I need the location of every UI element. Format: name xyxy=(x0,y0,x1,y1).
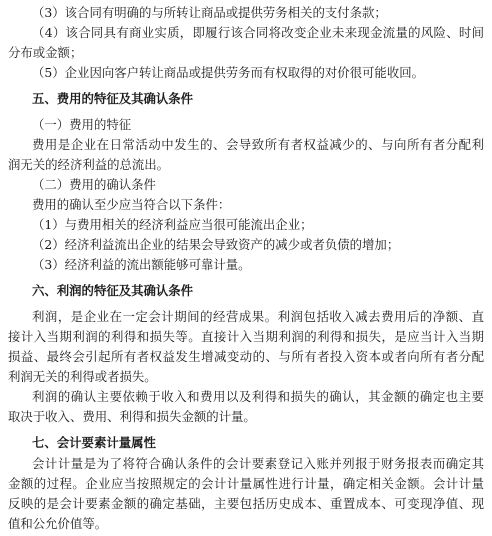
condition-4: （4）该合同具有商业实质，即履行该合同将改变企业未来现金流量的风险、时间 xyxy=(32,25,484,40)
section-7-heading: 七、会计要素计量属性 xyxy=(32,435,156,450)
expense-condition-2: （2）经济利益流出企业的结果会导致资产的减少或者负债的增加； xyxy=(32,237,400,252)
expense-definition: 费用是企业在日常活动中发生的、会导致所有者权益减少的、与向所有者分配利 xyxy=(32,137,484,152)
expense-condition-1: （1）与费用相关的经济利益应当很可能流出企业； xyxy=(32,217,313,232)
profit-recognition-line-1: 利润的确认主要依赖于收入和费用以及利得和损失的确认，其金额的确定也主要 xyxy=(32,389,484,404)
subsection-expense-features: （一）费用的特征 xyxy=(32,117,132,132)
expense-condition-3: （3）经济利益的流出额能够可靠计量。 xyxy=(32,257,251,272)
profit-paragraph-line-4: 利润无关的利得或者损失。 xyxy=(8,369,157,384)
expense-recognition-intro: 费用的确认至少应当符合以下条件： xyxy=(32,197,231,212)
condition-3: （3）该合同有明确的与所转让商品或提供劳务相关的支付条款； xyxy=(32,5,387,20)
measurement-line-1: 会计计量是为了将符合确认条件的会计要素登记入账并列报于财务报表而确定其 xyxy=(32,456,484,471)
measurement-line-3: 反映的是会计要素金额的确定基础，主要包括历史成本、重置成本、可变现净值、现 xyxy=(8,496,484,511)
profit-recognition-line-2: 取决于收入、费用、利得和损失金额的计量。 xyxy=(8,409,256,424)
measurement-line-4: 值和公允价值等。 xyxy=(8,516,108,531)
profit-paragraph-line-1: 利润，是企业在一定会计期间的经营成果。利润包括收入减去费用后的净额、直 xyxy=(32,309,484,324)
measurement-line-2: 金额的过程。企业应当按照规定的会计计量属性进行计量，确定相关金额。会计计量 xyxy=(8,476,484,491)
section-6-heading: 六、利润的特征及其确认条件 xyxy=(32,283,194,298)
profit-paragraph-line-2: 接计入当期利润的利得和损失等。直接计入当期利润的利得和损失，是应当计入当期 xyxy=(8,329,484,344)
condition-4-cont: 分布或金额； xyxy=(8,45,83,60)
condition-5: （5）企业因向客户转让商品或提供劳务而有权取得的对价很可能收回。 xyxy=(32,65,424,80)
profit-paragraph-line-3: 损益、最终会引起所有者权益发生增减变动的、与所有者投入资本或者向所有者分配 xyxy=(8,349,484,364)
section-5-heading: 五、费用的特征及其确认条件 xyxy=(32,91,194,106)
subsection-expense-recognition: （二）费用的确认条件 xyxy=(32,177,156,192)
expense-definition-cont: 润无关的经济利益的总流出。 xyxy=(8,157,170,172)
